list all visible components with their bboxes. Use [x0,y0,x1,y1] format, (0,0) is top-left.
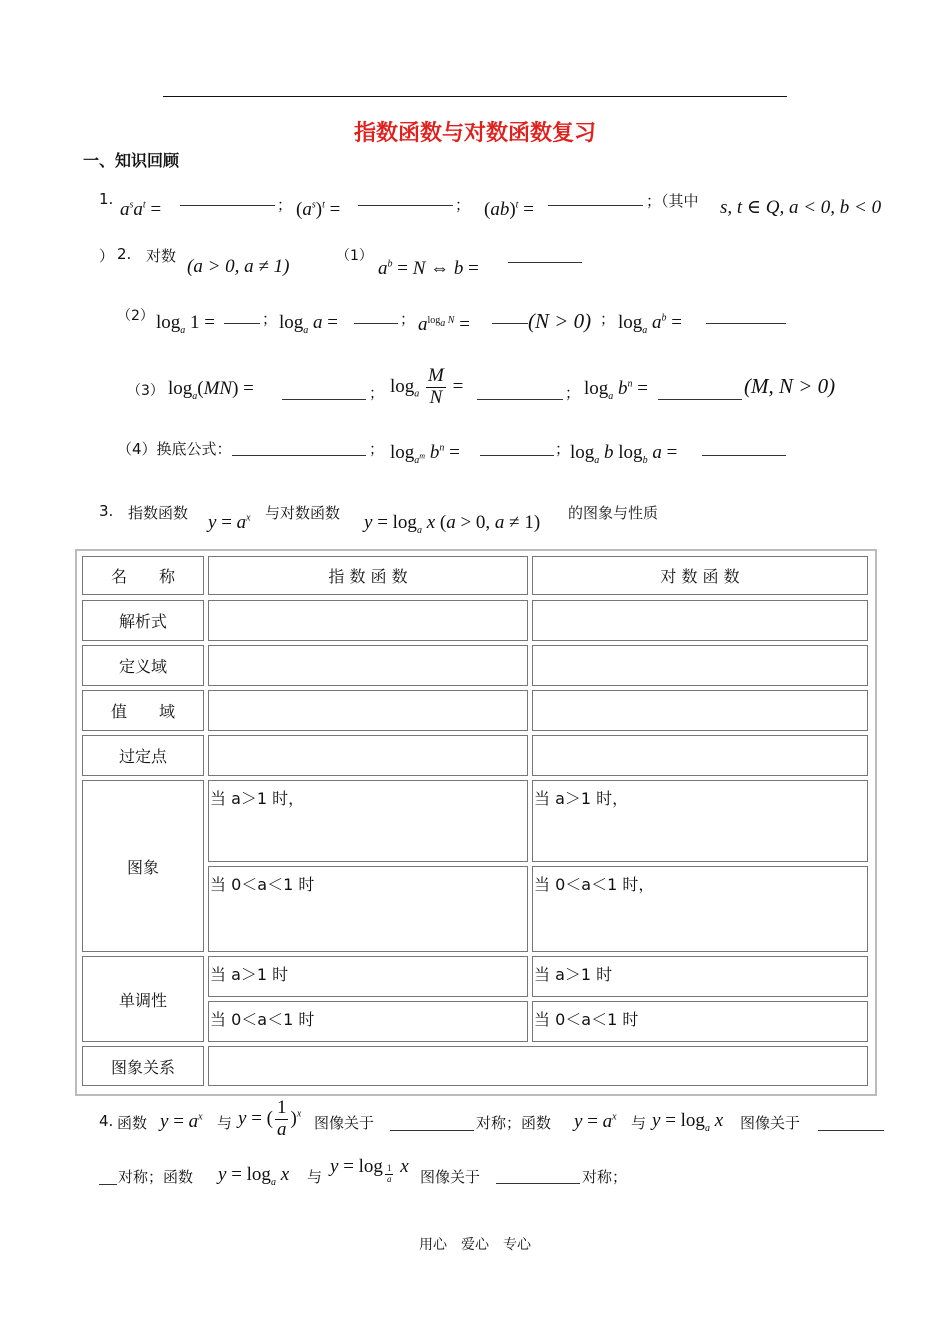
cell-log-mono-a-gt1[interactable] [532,956,868,997]
row-label-graph: 图象 [82,780,204,952]
semicolon: ； [369,384,385,402]
item2-p2c: $a^{log_a N}$ = [418,314,470,335]
item2-p2b: $\log_a a$ = [279,312,338,336]
semicolon: ； [600,310,616,328]
item3-text-c: 的图象与性质 [568,504,659,522]
cell-text: 当 0＜a＜1 时 [534,1010,639,1029]
item2-p3-number: （3） [127,383,164,399]
item3-f2: $y = \log_a x$ (a > 0, a ≠ 1) [364,512,541,536]
cell-exp-range[interactable] [208,690,528,731]
item4-text: 与 [217,1114,233,1132]
cell-text: 当 a＞1 时， [534,789,629,808]
item4-text: 图像关于 [740,1114,801,1132]
item2-p2d: $\log_a a^b$ = [618,312,682,336]
item2-cond: (a > 0, a ≠ 1) [187,256,290,277]
cell-exp-domain[interactable] [208,645,528,686]
answer-blank[interactable] [492,323,528,324]
item2-p2c-cond: (N > 0) [528,309,592,333]
cell-text: 当 a＞1 时 [534,965,613,984]
semicolon: ； [262,310,278,328]
item4-f5: $y = \log_a x$ [218,1164,290,1188]
item2-p3a: $\log_a(MN)$ = [168,378,254,402]
page-footer: 用心 爱心 专心 [419,1237,531,1253]
cell-exp-mono-a-gt1[interactable] [208,956,528,997]
page-title: 指数函数与对数函数复习 [353,121,596,146]
item2-p4a: $\log_{a^m} b^n$ = [390,442,460,466]
row-label-relation: 图象关系 [82,1046,204,1086]
row-label-fixed-point: 过定点 [82,735,204,776]
semicolon: ； [277,196,293,214]
semicolon: ； [565,384,581,402]
row-label-expression: 解析式 [82,600,204,641]
answer-blank[interactable] [548,205,643,206]
item3-number: 3. [99,502,114,520]
cell-text: 当 0＜a＜1 时 [210,875,315,894]
item4-text: 图像关于 [420,1168,481,1186]
item4-text: 图像关于 [314,1114,375,1132]
cell-text: 当 0＜a＜1 时 [210,1010,315,1029]
cell-text: 当 a＞1 时 [210,965,289,984]
item2-p1-number: （1） [336,248,373,264]
answer-blank[interactable] [232,455,366,456]
answer-blank[interactable] [496,1183,580,1184]
cell-exp-fixed-point[interactable] [208,735,528,776]
semicolon: ； [555,440,571,458]
cell-log-domain[interactable] [532,645,868,686]
item2-number: 2. [117,245,132,263]
cell-log-graph-a-lt1[interactable] [532,866,868,952]
answer-blank[interactable] [354,323,398,324]
cell-log-expression[interactable] [532,600,868,641]
cell-log-graph-a-gt1[interactable] [532,780,868,862]
cell-exp-mono-a-lt1[interactable] [208,1001,528,1042]
item2-p3c: $\log_a b^n$ = [584,378,648,402]
cell-exp-graph-a-lt1[interactable] [208,866,528,952]
answer-blank[interactable] [180,205,275,206]
semicolon: ； [369,440,385,458]
item4-f1: $y = a^x$ [160,1111,203,1132]
item4-text: 与 [631,1114,647,1132]
top-rule [163,96,787,97]
header-name: 名 称 [82,556,204,595]
item3-f1: $y = a^x$ [208,512,251,533]
item4-text: 对称；函数 [118,1168,194,1186]
item4-text: 与 [307,1168,323,1186]
cell-log-range[interactable] [532,690,868,731]
item2-p4-label: （4）换底公式： [117,440,232,458]
header-logarithmic: 对 数 函 数 [532,556,868,595]
item3-text-b: 与对数函数 [265,504,341,522]
answer-blank[interactable] [508,262,582,263]
answer-blank[interactable] [477,399,563,400]
item2-p2a: $\log_a 1$ = [156,312,215,336]
properties-table [75,549,877,1096]
cell-text: 当 a＞1 时， [210,789,305,808]
semicolon: ； [400,310,416,328]
cell-text: 当 0＜a＜1 时， [534,875,655,894]
item3-text-a: 指数函数 [128,504,189,522]
item1-cond-prefix: ；（其中 [646,192,699,210]
row-label-domain: 定义域 [82,645,204,686]
item4-f4: $y = \log_a x$ [652,1110,724,1134]
answer-blank[interactable] [702,455,786,456]
item1-number: 1. [99,190,114,208]
header-exponential: 指 数 函 数 [208,556,528,595]
answer-blank[interactable] [818,1130,884,1131]
item2-p3b: $\log_a$ $\frac{M}{N}$ = [390,365,464,408]
answer-blank[interactable] [358,205,453,206]
cell-log-fixed-point[interactable] [532,735,868,776]
item4-number: 4. [99,1112,114,1130]
item2-p4b: $\log_a b$ $\log_b a$ = [570,442,678,466]
answer-blank[interactable] [99,1184,117,1185]
item1-q3: (ab)$^t$ = [484,199,534,220]
item4-f2: y = ( $\frac{1}{a}$ )$^x$ [238,1097,302,1140]
item1-q1: $a^sa^t$ = [120,199,162,220]
answer-blank[interactable] [224,323,260,324]
item4-text: 函数 [117,1114,148,1132]
item4-f3: $y = a^x$ [574,1111,617,1132]
cell-relation[interactable] [208,1046,868,1086]
cell-log-mono-a-lt1[interactable] [532,1001,868,1042]
answer-blank[interactable] [480,455,554,456]
item1-cond: s, t ∈ Q, a < 0, b < 0 [720,197,882,218]
answer-blank[interactable] [706,323,786,324]
item4-text: 对称；函数 [476,1114,552,1132]
item1-close: ） [99,247,115,265]
item4-f6: y = log $_{\frac{1}{a}}$ x [330,1156,409,1184]
section-heading: 一、知识回顾 [83,151,180,170]
cell-exp-graph-a-gt1[interactable] [208,780,528,862]
row-label-monotonicity: 单调性 [82,956,204,1042]
row-label-range: 值 域 [82,690,204,731]
item4-text: 对称； [582,1168,628,1186]
answer-blank[interactable] [282,399,366,400]
item2-p3-cond: (M, N > 0) [744,374,836,398]
item1-q2: $(a^s)^t$ = [296,199,341,220]
item2-p2-number: （2） [117,308,154,324]
semicolon: ； [455,196,471,214]
answer-blank[interactable] [658,399,742,400]
answer-blank[interactable] [390,1130,474,1131]
item2-label: 对数 [146,247,177,265]
cell-exp-expression[interactable] [208,600,528,641]
item2-p1: $a^b = N$ ⇔ b = [378,258,479,279]
